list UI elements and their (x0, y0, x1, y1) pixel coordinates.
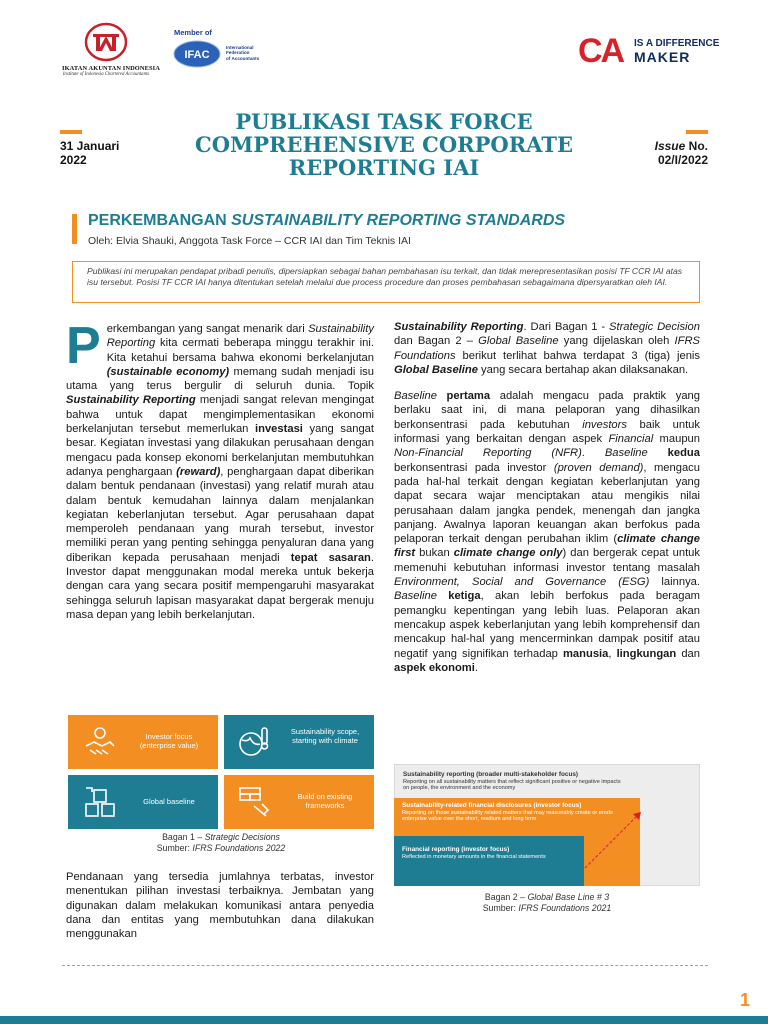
tile-global-baseline (68, 775, 218, 829)
text-run: adalah mengacu pada praktik yang berlaku saat ini, di mana pelaporan yang dihasilkan berkonsentrasi pada kebutuhan (394, 390, 700, 431)
text-run: Environment, Social and Governance (ESG) (394, 576, 650, 589)
tile-label: Sustainability scope, starting with climate (290, 727, 360, 745)
text-run: maupun (653, 433, 700, 446)
text-run: baik untuk informasi yang berkaitan dengan aspek (394, 418, 700, 446)
handshake-icon (82, 724, 118, 760)
text-run: ketiga (436, 590, 481, 603)
text-run: (sustainable economy) (106, 365, 230, 378)
text-run: . Dari Bagan 1 - (523, 321, 610, 333)
text-run: erkembangan yang sangat menarik dari (106, 323, 309, 335)
text-run: dan (676, 647, 700, 660)
drop-cap: P (66, 317, 101, 375)
layer-label (402, 846, 572, 860)
text-run: Global Baseline (478, 335, 559, 348)
ifac-description (226, 45, 259, 61)
text-run: memang sudah menjadi isu utama yang terus bergulir di seluruh dunia. Topik (66, 365, 375, 393)
layer-heading: Sustainability reporting (broader multi-stakeholder focus) (403, 771, 579, 778)
date-line-1: 31 Januari (60, 139, 120, 153)
issue-no-label: No. (688, 139, 708, 153)
text-run: yang secara bertahap akan dilaksanakan. (477, 363, 689, 376)
ifac-desc-line: of Accountants (226, 55, 260, 61)
section-title (88, 212, 565, 230)
footer-divider (62, 965, 708, 966)
text-run: Non-Financial Reporting (NFR) (394, 447, 582, 460)
ca-logo (578, 32, 738, 70)
issue-label: Issue (654, 139, 686, 153)
text-run: Sustainability Reporting (394, 321, 524, 333)
text-run: . (581, 447, 605, 460)
tile-label: Build on existing frameworks (297, 792, 353, 810)
text-run: aspek ekonomi (394, 661, 475, 674)
issue-value: 02/I/2022 (657, 153, 708, 167)
ifac-member-label: Member of (174, 28, 212, 37)
boxes-icon (82, 784, 118, 820)
caption-text: Bagan 2 – (484, 892, 528, 902)
footer-band (0, 1016, 768, 1024)
text-run: yang sangat besar. Kegiatan investasi yang dilakukan perusahaan dengan mengacu pada konsep ekonomi berkelanjutan membutuhkan adanya penghargaan (66, 423, 374, 478)
tile-sustainability-scope (224, 715, 374, 769)
iai-org-name: IKATAN AKUNTAN INDONESIA (62, 65, 160, 72)
text-run: . (474, 661, 478, 674)
iai-logo (62, 22, 160, 77)
text-run: Strategic Decision (609, 321, 700, 333)
iai-emblem-icon (84, 22, 128, 62)
text-run: Financial (608, 433, 654, 446)
text-run: investors (582, 418, 627, 431)
section-title-italic: SUSTAINABILITY REPORTING STANDARDS (231, 212, 566, 229)
date-accent-bar (60, 130, 82, 134)
diagonal-arrow-icon (579, 804, 649, 874)
text-run: Global Baseline (394, 363, 478, 376)
text-run: berkonsentrasi pada investor (394, 461, 554, 474)
paragraph (394, 320, 700, 377)
text-run: pertama (436, 390, 491, 403)
text-run: berikut terlihat bahwa terdapat 3 (tiga) jenis (455, 349, 700, 362)
left-column-continued: Pendanaan yang tersedia jumlahnya terbatas, investor menentukan pilihan investasi terbaiknya. Jembatan yang digunakan dalam melakukan komunikasi antara penyedia dana dan entitas yang membutuhkan dana dilakukan menggunakan (66, 871, 374, 941)
text-run: manusia (562, 647, 609, 660)
layer-heading: Financial reporting (investor focus) (402, 846, 510, 853)
text-run: lainnya. (649, 576, 700, 589)
text-run: , penghargaan dapat diberikan dalam bentuk pendanaan (investasi) yang relatif murah atau dalam bentuk kemudahan lainnya dalam menjalankan kegiatan keberlanjutan tersebut. Agar perusahaan dapat memperoleh pendanaan yang murah tersebut, investor memiliki peran yang penting sehingga penyaluran dana yang diberikan kepada perusahaan menjadi (66, 465, 374, 564)
ifac-mark-text: IFAC (184, 49, 210, 61)
ifac-desc-line: Federation (226, 50, 250, 56)
layer-financial-reporting (394, 836, 584, 886)
text-run: Baseline (604, 447, 648, 460)
layer-heading: Sustainability-related financial disclosures (investor focus) (402, 802, 582, 809)
issue-accent-bar (686, 130, 708, 134)
text-run: , (608, 647, 617, 660)
text-run: dan Bagan 2 – (394, 335, 479, 348)
caption-text: Strategic Decisions (204, 832, 280, 842)
issue-number (655, 130, 708, 167)
text-run: Baseline (394, 390, 437, 403)
paragraph (394, 389, 700, 675)
bagan-1-caption (68, 832, 374, 854)
caption-text: IFRS Foundations 2021 (518, 903, 612, 913)
bagan-1-diagram (68, 715, 374, 830)
text-run: , akan lebih berfokus pada beragam pemangku kepentingan yang lebih luas. Pelaporan akan mencakup aspek keberlanjutan yang lebih komprehensif dan mencakup hal-hal yang mencerminkan dampak positif atau negatif yang signifikan terhadap (394, 590, 700, 660)
ca-tagline-2: MAKER (634, 49, 691, 65)
layer-label (403, 771, 623, 792)
tile-investor-focus (68, 715, 218, 769)
text-run: lingkungan (616, 647, 677, 660)
tile-label: Global baseline (143, 797, 195, 806)
ifac-mark-icon (172, 39, 222, 69)
text-run: tepat sasaran (290, 551, 371, 564)
ca-tagline-1: IS A DIFFERENCE (634, 38, 720, 49)
publication-date (60, 130, 119, 167)
caption-text: Global Base Line # 3 (527, 892, 610, 902)
ifac-logo (170, 28, 270, 72)
section-accent-bar (72, 214, 77, 244)
text-run: (proven demand) (553, 461, 644, 474)
text-run: Sustainability Reporting (66, 394, 196, 407)
caption-text: Bagan 1 – (162, 832, 205, 842)
tile-existing-frameworks (224, 775, 374, 829)
caption-text: Sumber: (156, 843, 193, 853)
section-title-part: PERKEMBANGAN (88, 212, 232, 229)
ca-mark: CA (578, 32, 624, 70)
text-run: . Investor dapat menggunakan modal mereka untuk bekerja dengan cara yang secara positif mempengaruhi masyarakat sehingga seluruh lapisan masyarakat dapat bergerak menuju masa depan yang lebih berkelanjutan. (66, 551, 374, 621)
brick-trowel-icon (236, 784, 272, 820)
text-run: kita cermati beberapa minggu terakhir ini. Kita ketahui bersama bahwa ekonomi berkelanjutan (106, 337, 374, 364)
text-run: Sustainability Reporting (106, 323, 374, 350)
text-run: investasi (255, 423, 303, 436)
globe-thermometer-icon (236, 724, 272, 760)
left-column (66, 317, 375, 622)
caption-text: IFRS Foundations 2022 (192, 843, 286, 853)
iai-org-subtitle: Institute of Indonesia Chartered Accountants (62, 72, 150, 77)
right-column (394, 320, 700, 687)
bagan-2-caption (394, 892, 700, 914)
text-run: climate change only (453, 547, 563, 560)
layer-description: Reflected in monetary amounts in the financial statements (402, 853, 546, 860)
text-run: menjadi sangat relevan mengingat bahwa untuk dapat mengimplementasikan ekonomi berkelanjutan tersebut memerlukan (66, 394, 375, 436)
layer-description: Reporting on those sustainability related matters that may reasonably create or erode enterprise value over the short, medium and long term (402, 809, 614, 823)
author-byline: Oleh: Elvia Shauki, Anggota Task Force – CCR IAI dan Tim Teknis IAI (88, 235, 411, 247)
date-line-2: 2022 (60, 153, 87, 167)
text-run: kedua (647, 447, 700, 460)
bagan-2-diagram (394, 758, 700, 886)
text-run: , mengacu pada hal-hal terkait dengan kegiatan keberlanjutan yang dapat secara wajar menciptakan atau mengikis nilai perusahaan dalam jangka pendek, menengah dan jangka panjang. Awalnya laporan keuangan akan berfokus pada pelaporan terkait dengan perubahan iklim ( (394, 461, 701, 546)
text-run: Baseline (394, 590, 437, 603)
text-run: (reward) (176, 465, 221, 478)
disclaimer-box: Publikasi ini merupakan pendapat pribadi penulis, dipersiapkan sebagai bahan pembahasan isu terkait, dan tidak merepresentasikan posisi TF CCR IAI atas isu tersebut. Posisi TF CCR IAI hanya ditentukan setelah melalui due process procedure dan proses pembahasan sebagaimana dipersyaratkan oleh IAI. (72, 261, 700, 303)
tile-label: Investor focus (enterprise value) (139, 732, 199, 750)
ifac-desc-line: International (226, 45, 254, 50)
text-run: ) dan bergerak cepat untuk memenuhi kebutuhan informasi investor tentang masalah (394, 547, 700, 574)
text-run: IFRS Foundations (394, 335, 700, 362)
text-run: yang dijelaskan oleh (558, 335, 675, 348)
text-run: climate change first (394, 533, 700, 560)
text-run: bukan (415, 547, 454, 560)
caption-text: Sumber: (482, 903, 519, 913)
page-number: 1 (739, 990, 750, 1010)
layer-description: Reporting on all sustainability matters that reflect significant positive or negative impacts on people, the environment and the economy (403, 778, 621, 792)
publication-title: PUBLIKASI TASK FORCE COMPREHENSIVE CORPORATE REPORTING IAI (195, 109, 573, 180)
